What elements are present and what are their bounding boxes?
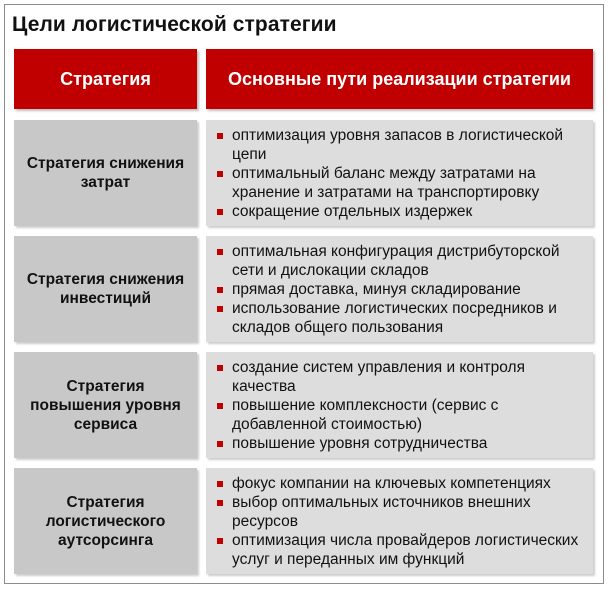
strategy-service-level	[14, 352, 197, 458]
bullet-icon	[217, 249, 223, 255]
bullet-icon	[217, 481, 223, 487]
bullet-icon	[217, 133, 223, 139]
strategy-outsourcing	[14, 468, 197, 574]
list-item: оптимизация уровня запасов в логистической цепи	[212, 126, 587, 164]
header-paths: Основные пути реализации стратегии	[206, 49, 593, 109]
bullet-icon	[217, 500, 223, 506]
bullet-icon	[217, 171, 223, 177]
list-item: оптимальный баланс между затратами на хранение и затратами на транспортировку	[212, 164, 587, 202]
strategy-label: Стратегия снижения инвестиций	[26, 271, 185, 307]
bullet-icon	[217, 365, 223, 371]
bullet-icon	[217, 441, 223, 447]
header-strategy: Стратегия	[14, 49, 197, 109]
bullet-icon	[217, 306, 223, 312]
list-item: повышение комплексности (сервис с добавленной стоимостью)	[212, 396, 587, 434]
list-item: оптимальная конфигурация дистрибуторской сети и дислокации складов	[212, 242, 587, 280]
strategy-investment-reduction	[14, 236, 197, 342]
strategy-label: Стратегия логистического аутсорсинга	[45, 493, 166, 549]
list-item: сокращение отдельных издержек	[212, 202, 587, 221]
list-item: создание систем управления и контроля качества	[212, 358, 587, 396]
bullet-icon	[217, 403, 223, 409]
list-item: повышение уровня сотрудничества	[212, 434, 587, 453]
paths-service-level	[206, 352, 593, 458]
paths-cost-reduction	[206, 120, 593, 226]
bullet-icon	[217, 538, 223, 544]
paths-outsourcing	[206, 468, 593, 574]
bullet-icon	[217, 287, 223, 293]
bullet-icon	[217, 209, 223, 215]
strategy-label: Стратегия повышения уровня сервиса	[30, 377, 181, 433]
strategy-cost-reduction	[14, 120, 197, 226]
list-item: использование логистических посредников и складов общего пользования	[212, 299, 587, 337]
list-item: выбор оптимальных источников внешних ресурсов	[212, 493, 587, 531]
strategy-label: Стратегия снижения затрат	[26, 155, 185, 191]
page-title: Цели логистической стратегии	[12, 13, 337, 36]
list-item: фокус компании на ключевых компетенциях	[212, 474, 587, 493]
paths-investment-reduction	[206, 236, 593, 342]
list-item: прямая доставка, минуя складирование	[212, 280, 587, 299]
list-item: оптимизация числа провайдеров логистических услуг и переданных им функций	[212, 531, 587, 569]
